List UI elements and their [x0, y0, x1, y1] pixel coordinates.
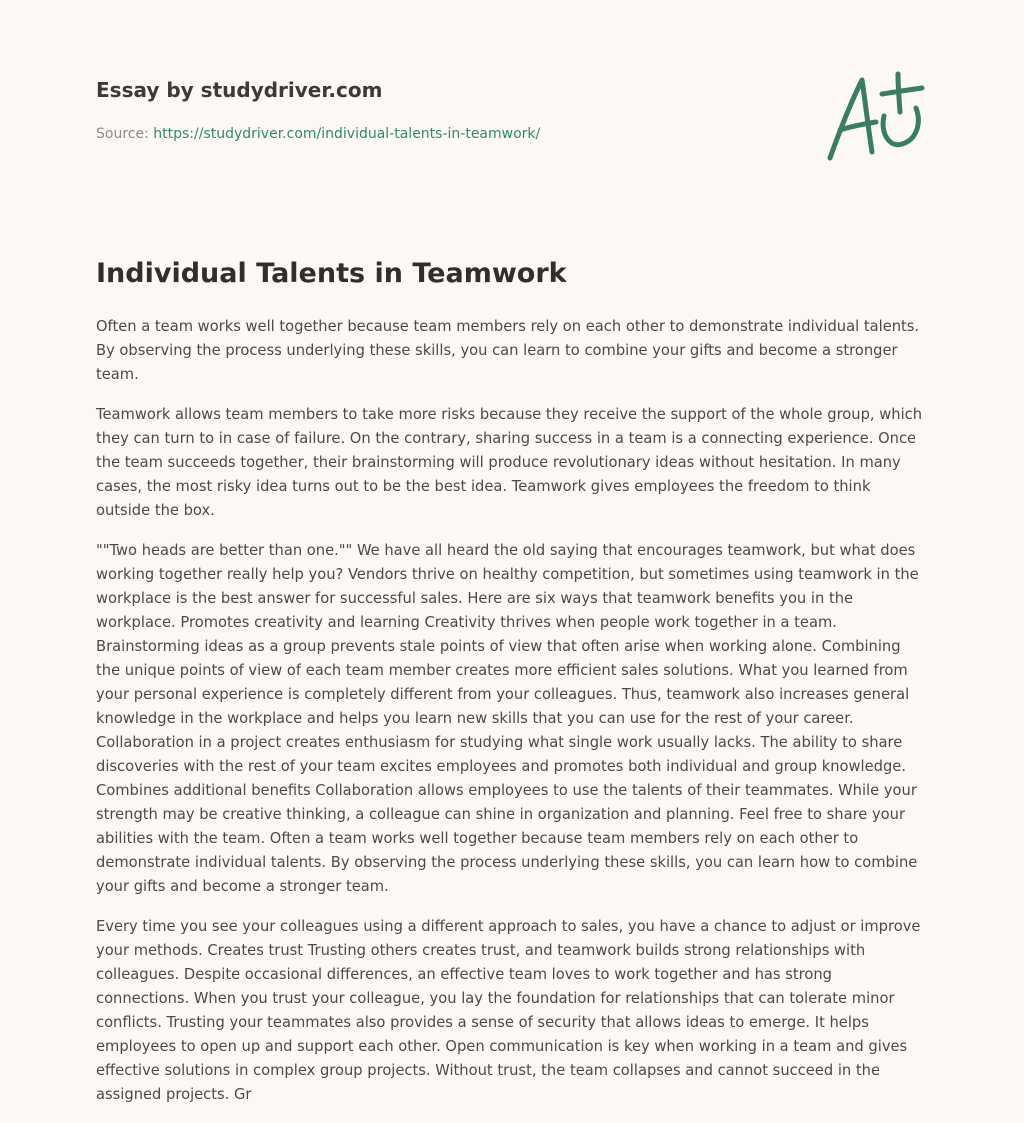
paragraph-1: Often a team works well together because team members rely on each other to demonstrate individual talents. By observing the process underlying these skills, you can learn to combine your gifts and become a stronger team.: [96, 318, 920, 383]
page-title: Individual Talents in Teamwork: [96, 258, 567, 289]
document-header: [96, 76, 796, 144]
essay-body: [96, 315, 928, 1123]
paragraph-3: ""Two heads are better than one."" We have all heard the old saying that encourages teamwork, but what does working together really help you? Vendors thrive on healthy competition, but sometimes using teamwork in the workplace is the best answer for successful sales. Here are six ways that teamwork benefits you in the workplace. Promotes creativity and learning Creativity thrives when people work together in a team. Brainstorming ideas as a group prevents stale points of view that often arise when working alone. Combining the unique points of view of each team member creates more efficient sales solutions. What you learned from your personal experience is completely different from your colleagues. Thus, teamwork also increases general knowledge in the workplace and helps you learn new skills that you can use for the rest of your career. Collaboration in a project creates enthusiasm for studying what single work usually lacks. The ability to share discoveries with the rest of your team excites employees and promotes both individual and group knowledge. Combines additional benefits Collaboration allows employees to use the talents of their teammates. While your strength may be creative thinking, a colleague can shine in organization and planning. Feel free to share your abilities with the team. Often a team works well together because team members rely on each other to demonstrate individual talents. By observing the process underlying these skills, you can learn how to combine your gifts and become a stronger team.: [96, 542, 919, 895]
source-link[interactable]: https://studydriver.com/individual-talents-in-teamwork/: [153, 126, 541, 142]
source-label: Source:: [96, 126, 149, 142]
paragraph-2: Teamwork allows team members to take more risks because they receive the support of the whole group, which they can turn to in case of failure. On the contrary, sharing success in a team is a connecting experience. Once the team succeeds together, their brainstorming will produce revolutionary ideas without hesitation. In many cases, the most risky idea turns out to be the best idea. Teamwork gives employees the freedom to think outside the box.: [96, 406, 923, 519]
logo-letter-a-stroke: [830, 80, 872, 158]
essay-by-heading: Essay by studydriver.com: [96, 78, 383, 102]
a-plus-logo-graphic: [818, 68, 930, 166]
a-plus-logo: [818, 68, 930, 166]
paragraph-4: Every time you see your colleagues using a different approach to sales, you have a chance to adjust or improve your methods. Creates trust Trusting others creates trust, and teamwork builds strong relationships with colleagues. Despite occasional differences, an effective team loves to work together and has strong connections. When you trust your colleague, you lay the foundation for relationships that can tolerate minor conflicts. Trusting your teammates also provides a sense of security that allows ideas to emerge. It helps employees to open up and support each other. Open communication is key when working in a team and gives effective solutions in complex group projects. Without trust, the team collapses and cannot succeed in the assigned projects. Gr: [96, 918, 921, 1103]
logo-plus-horizontal: [882, 88, 922, 94]
source-line: [96, 124, 796, 144]
